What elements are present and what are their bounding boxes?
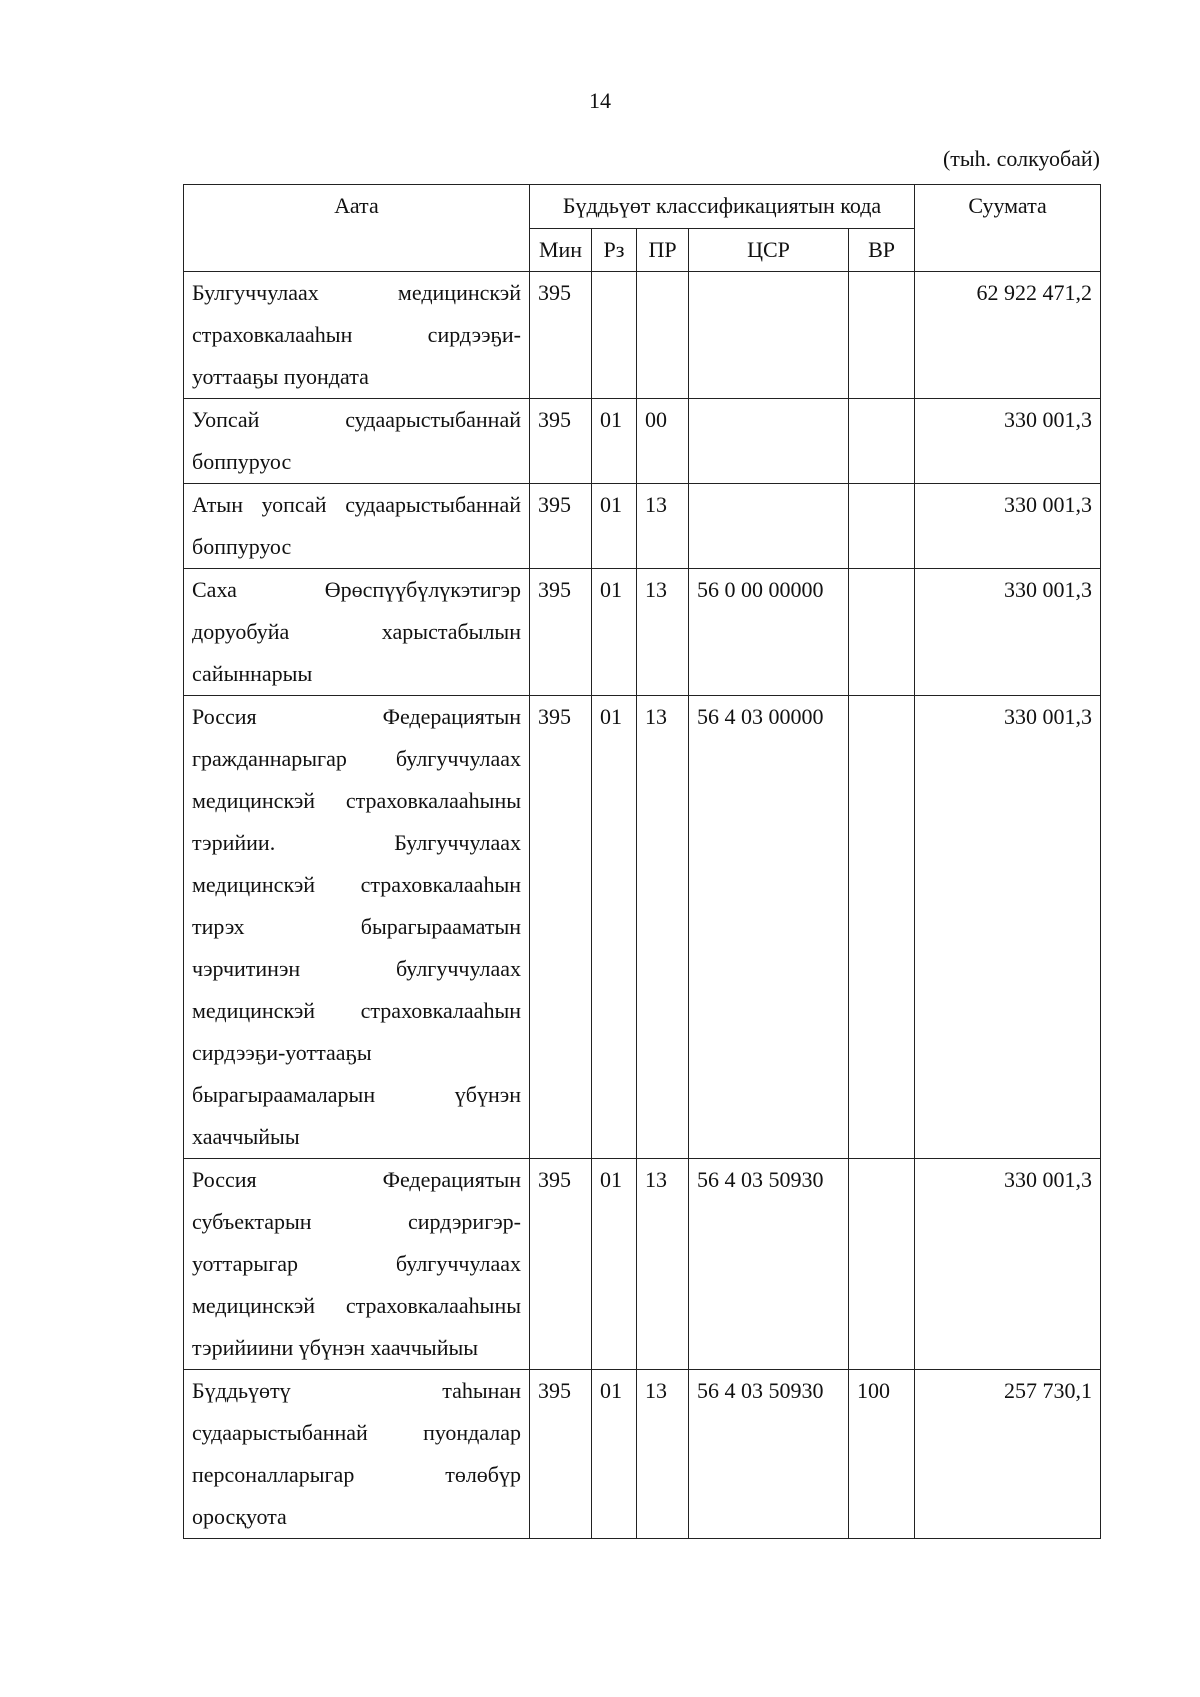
row-csr <box>689 399 849 484</box>
row-pr: 13 <box>637 696 689 1159</box>
row-min: 395 <box>530 484 592 569</box>
row-pr <box>637 272 689 399</box>
row-rz: 01 <box>592 1370 637 1539</box>
table-row <box>184 272 1101 399</box>
row-name: Россия Федерациятын гражданнарыгар булгуччулаах медицинскэй страховкалааһыны тэрийии. Булгуччулаах медицинскэй страховкалааһын тирэх бырагырааматын чэрчитинэн булгуччулаах медицинскэй страховкалааһын сирдээҕи-уоттааҕы бырагыраамаларын үбүнэн хааччыйыы <box>184 696 530 1159</box>
row-name: Россия Федерациятын субъектарын сирдэригэр-уоттарыгар булгуччулаах медицинскэй страховкалааһыны тэрийиини үбүнэн хааччыйыы <box>184 1159 530 1370</box>
row-rz: 01 <box>592 484 637 569</box>
unit-note: (тыһ. солкуобай) <box>942 146 1100 171</box>
row-vr: 100 <box>849 1370 915 1539</box>
row-csr <box>689 484 849 569</box>
row-min: 395 <box>530 399 592 484</box>
row-vr <box>849 569 915 696</box>
table-row <box>184 484 1101 569</box>
row-csr: 56 4 03 50930 <box>689 1370 849 1539</box>
row-min: 395 <box>530 569 592 696</box>
row-min: 395 <box>530 696 592 1159</box>
table-row <box>184 399 1101 484</box>
row-vr <box>849 399 915 484</box>
row-pr: 13 <box>637 1370 689 1539</box>
header-classification: Бүддьүөт классификациятын кода <box>530 185 915 229</box>
row-pr: 00 <box>637 399 689 484</box>
row-sum: 330 001,3 <box>915 696 1101 1159</box>
header-name: Аата <box>184 185 530 272</box>
table-row <box>184 1370 1101 1539</box>
row-name: Саха Өрөспүүбүлүкэтигэр доруобуйа харыстабылын сайыннарыы <box>184 569 530 696</box>
table-row <box>184 569 1101 696</box>
row-sum: 257 730,1 <box>915 1370 1101 1539</box>
row-rz <box>592 272 637 399</box>
row-sum: 62 922 471,2 <box>915 272 1101 399</box>
row-vr <box>849 272 915 399</box>
row-vr <box>849 696 915 1159</box>
row-rz: 01 <box>592 696 637 1159</box>
header-csr: ЦСР <box>689 229 849 272</box>
row-csr: 56 4 03 00000 <box>689 696 849 1159</box>
header-pr: ПР <box>637 229 689 272</box>
row-vr <box>849 1159 915 1370</box>
row-sum: 330 001,3 <box>915 399 1101 484</box>
row-name: Атын уопсай судаарыстыбаннай боппуруос <box>184 484 530 569</box>
row-min: 395 <box>530 1370 592 1539</box>
row-name: Булгуччулаах медицинскэй страховкалааһын сирдээҕи-уоттааҕы пуондата <box>184 272 530 399</box>
row-pr: 13 <box>637 569 689 696</box>
row-rz: 01 <box>592 1159 637 1370</box>
header-vr: ВР <box>849 229 915 272</box>
row-rz: 01 <box>592 569 637 696</box>
row-csr: 56 4 03 50930 <box>689 1159 849 1370</box>
row-sum: 330 001,3 <box>915 484 1101 569</box>
table-row <box>184 696 1101 1159</box>
row-csr: 56 0 00 00000 <box>689 569 849 696</box>
row-min: 395 <box>530 272 592 399</box>
row-min: 395 <box>530 1159 592 1370</box>
row-sum: 330 001,3 <box>915 1159 1101 1370</box>
table-row <box>184 1159 1101 1370</box>
row-name: Уопсай судаарыстыбаннай боппуруос <box>184 399 530 484</box>
row-rz: 01 <box>592 399 637 484</box>
row-pr: 13 <box>637 484 689 569</box>
budget-table <box>183 184 1101 1539</box>
row-sum: 330 001,3 <box>915 569 1101 696</box>
row-name: Бүддьүөтү таһынан судаарыстыбаннай пуондалар персоналларыгар төлөбүр оросқуота <box>184 1370 530 1539</box>
header-rz: Рз <box>592 229 637 272</box>
header-min: Мин <box>530 229 592 272</box>
header-sum: Суумата <box>915 185 1101 272</box>
row-csr <box>689 272 849 399</box>
row-pr: 13 <box>637 1159 689 1370</box>
page-number: 14 <box>589 88 611 113</box>
row-vr <box>849 484 915 569</box>
